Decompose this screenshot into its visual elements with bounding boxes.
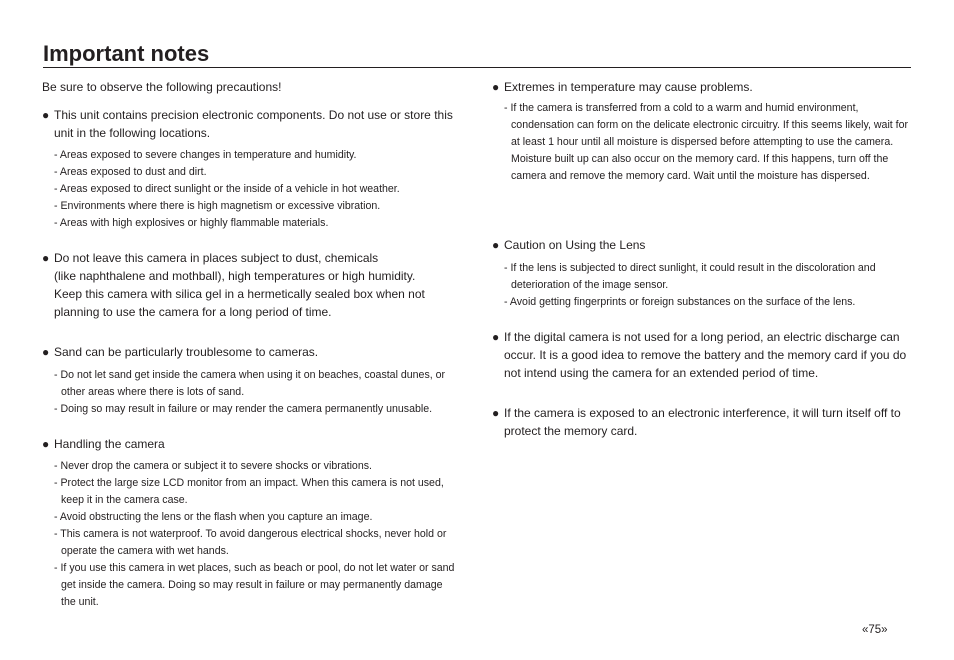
list-item: - Avoid getting fingerprints or foreign substances on the surface of the lens. <box>504 296 856 308</box>
list-item: - Areas exposed to direct sunlight or the inside of a vehicle in hot weather. <box>54 183 400 195</box>
list-item: - Never drop the camera or subject it to severe shocks or vibrations. <box>54 460 372 472</box>
list-item: - Avoid obstructing the lens or the flash when you capture an image. <box>54 511 373 523</box>
handling-list <box>42 458 460 611</box>
bullet-icon: ● <box>492 238 500 252</box>
list-item: - Environments where there is high magnetism or excessive vibration. <box>54 200 381 212</box>
list-item: - Protect the large size LCD monitor from an impact. When this camera is not used, keep it in the camera case. <box>54 477 444 506</box>
list-item: - Do not let sand get inside the camera when using it on beaches, coastal dunes, or other areas where there is lots of sand. <box>54 369 446 398</box>
page-title: Important notes <box>43 41 210 66</box>
bullet-text: Extremes in temperature may cause problems. <box>504 80 753 94</box>
bullet-icon: ● <box>42 108 50 122</box>
page-number: «75» <box>862 624 888 636</box>
bullet-interference <box>492 404 922 440</box>
bullet-long-period <box>492 328 924 382</box>
bullet-text-line: Do not leave this camera in places subject to dust, chemicals <box>54 251 379 265</box>
bullet-text: This unit contains precision electronic components. Do not use or store this unit in the following locations. <box>54 108 453 140</box>
intro-text: Be sure to observe the following precautions! <box>42 80 282 94</box>
bullet-handling <box>42 435 476 453</box>
bullet-text: Handling the camera <box>54 437 165 451</box>
bullet-sand <box>42 343 476 361</box>
bullet-text: Caution on Using the Lens <box>504 238 646 252</box>
bullet-lens-caution <box>492 236 926 254</box>
list-item: - Areas exposed to dust and dirt. <box>54 166 207 178</box>
list-item: - Areas with high explosives or highly flammable materials. <box>54 217 329 229</box>
bullet-icon: ● <box>42 345 50 359</box>
list-item: - This camera is not waterproof. To avoid dangerous electrical shocks, never hold or operate the camera with wet hands. <box>54 528 447 557</box>
bullet-dust-chemicals <box>42 249 464 321</box>
lens-list <box>492 260 906 311</box>
list-item-continuation: Moisture built up can also occur on the memory card. If this happens, turn off the camera and remove the memory card. Wait until the moisture has dispersed. <box>511 153 889 182</box>
title-divider <box>43 67 911 68</box>
bullet-icon: ● <box>42 437 50 451</box>
list-item: - Doing so may result in failure or may render the camera permanently unusable. <box>54 403 433 415</box>
bullet-text: Sand can be particularly troublesome to cameras. <box>54 345 319 359</box>
bullet-precision-components <box>42 106 468 142</box>
bullet-temperature <box>492 78 926 96</box>
list-item: - If you use this camera in wet places, such as beach or pool, do not let water or sand get inside the camera. Doing so may result in failure or may permanently damage the unit. <box>54 562 455 608</box>
sand-list <box>42 367 452 418</box>
bullet-icon: ● <box>42 251 50 265</box>
list-item: - Areas exposed to severe changes in temperature and humidity. <box>54 149 357 161</box>
temperature-list <box>492 100 914 185</box>
bullet-icon: ● <box>492 80 500 94</box>
bullet-icon: ● <box>492 406 500 420</box>
bullet-text-line: Keep this camera with silica gel in a hermetically sealed box when not <box>54 287 425 301</box>
list-item: - If the camera is transferred from a cold to a warm and humid environment, condensation can form on the delicate electronic circuitry. If this seems likely, wait for at least 1 hour until all moisture is dispersed before attempting to use the camera. Moisture built up can also occur on the memory card. If this happens, turn off the camera and remove the memory card. Wait until the moisture has dispersed. <box>492 100 914 185</box>
bullet-text: If the camera is exposed to an electronic interference, it will turn itself off to protect the memory card. <box>504 406 901 438</box>
location-list <box>42 147 464 232</box>
bullet-icon: ● <box>492 330 500 344</box>
bullet-text-line: planning to use the camera for a long period of time. <box>54 305 332 319</box>
list-item: - If the lens is subjected to direct sunlight, it could result in the discoloration and deterioration of the image sensor. <box>504 262 876 291</box>
bullet-text-line: (like naphthalene and mothball), high temperatures or high humidity. <box>54 269 416 283</box>
bullet-text: If the digital camera is not used for a long period, an electric discharge can occur. It is a good idea to remove the battery and the memory card if you do not intend using the camera for an extended period of time. <box>504 330 907 380</box>
